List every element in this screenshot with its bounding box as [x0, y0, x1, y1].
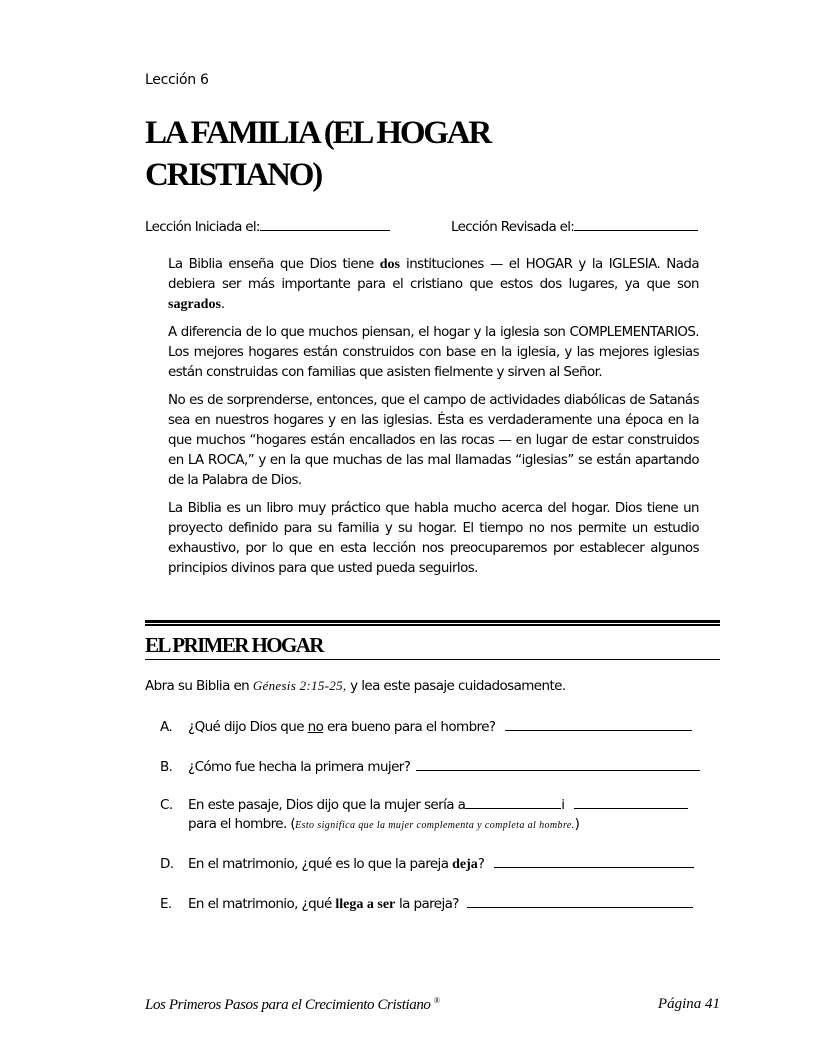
question-d-answer-blank[interactable] — [494, 855, 694, 868]
footer-book-text: Los Primeros Pasos para el Crecimiento Cristiano — [145, 997, 431, 1013]
question-d-text-end: ? — [477, 856, 485, 872]
question-a-letter: A. — [160, 719, 173, 735]
intro-p1-text-e: . — [220, 297, 225, 312]
question-c-line-2-close: ) — [574, 816, 580, 832]
lesson-reviewed-blank[interactable] — [574, 217, 698, 231]
question-b-letter: B. — [160, 759, 173, 775]
intro-paragraph-2: A diferencia de lo que muchos piensan, el hogar y la iglesia son COMPLEMENTARIOS. Los mejores hogares están construidos con base en la iglesia, y las mejores iglesias están construidas con familias que asisten fielmente y sirven al Señor. — [168, 325, 699, 380]
lesson-started-label: Lección Iniciada el: — [145, 219, 260, 235]
question-c-note: Esto significa que la mujer complementa y completa al hombre. — [295, 820, 575, 831]
section-heading: EL PRIMER HOGAR — [145, 631, 720, 660]
footer-book-title — [145, 996, 440, 1014]
intro-paragraph-1 — [168, 255, 699, 315]
reading-instruction — [145, 678, 566, 694]
question-c-line-2-text: para el hombre. ( — [188, 816, 296, 832]
question-c-letter: C. — [160, 797, 173, 813]
question-e-text: En el matrimonio, ¿qué — [188, 896, 336, 912]
intro-p1-text-a: La Biblia enseña que Dios tiene — [168, 257, 380, 272]
question-d — [160, 855, 725, 873]
question-d-text: En el matrimonio, ¿qué es lo que la pareja — [188, 856, 453, 872]
question-b — [160, 758, 725, 775]
title-line-1: LA FAMILIA (EL HOGAR — [145, 115, 491, 151]
instruction-text-b: y lea este pasaje cuidadosamente. — [346, 678, 566, 694]
question-a-emphasis: no — [307, 719, 324, 735]
question-a-text-end: era bueno para el hombre? — [323, 719, 496, 735]
lesson-started-field — [145, 217, 390, 235]
scripture-reference: Génesis 2:15-25, — [252, 678, 347, 693]
lesson-started-blank[interactable] — [260, 217, 390, 231]
question-c-line-2 — [160, 816, 725, 832]
lesson-reviewed-field — [451, 217, 698, 235]
question-a-answer-blank[interactable] — [505, 718, 692, 731]
intro-p1-emphasis-dos: dos — [379, 257, 400, 272]
lesson-reviewed-label: Lección Revisada el: — [451, 219, 575, 235]
question-c — [160, 796, 725, 832]
page-number: Página 41 — [657, 996, 720, 1012]
title-line-2: CRISTIANO) — [145, 157, 322, 193]
intro-p1-emphasis-sagrados: sagrados — [168, 297, 221, 312]
question-e-answer-blank[interactable] — [467, 895, 693, 908]
question-c-blank-1[interactable] — [465, 796, 561, 809]
question-d-letter: D. — [160, 856, 174, 872]
section-divider — [145, 620, 720, 626]
question-c-mid-letter: i — [561, 797, 565, 813]
question-e-letter: E. — [160, 896, 172, 912]
question-c-text: En este pasaje, Dios dijo que la mujer sería a — [188, 797, 466, 813]
question-e-emphasis: llega a ser — [335, 897, 396, 912]
instruction-text-a: Abra su Biblia en — [145, 678, 253, 694]
intro-text — [168, 255, 699, 587]
question-e — [160, 895, 725, 913]
question-a-text: ¿Qué dijo Dios que — [188, 719, 308, 735]
intro-paragraph-4: La Biblia es un libro muy práctico que habla mucho acerca del hogar. Dios tiene un proyecto definido para su familia y su hogar. El tiempo no nos permite un estudio exhaustivo, por lo que en esta lección nos preocuparemos por establecer algunos principios divinos para que usted pueda seguirlos. — [168, 501, 699, 576]
intro-paragraph-3: No es de sorprenderse, entonces, que el campo de actividades diabólicas de Satanás sea en nuestros hogares y en las iglesias. Ésta es verdaderamente una época en la que muchos “hogares están encallados en las rocas — en lugar de estar construidos en LA ROCA,” y en la que muchas de las mal llamadas “iglesias” se están apartando de la Palabra de Dios. — [168, 393, 699, 488]
question-b-text: ¿Cómo fue hecha la primera mujer? — [188, 759, 411, 775]
lesson-number: Lección 6 — [145, 72, 209, 88]
intro-p1-text-c: instituciones — el HOGAR y la IGLESIA. Nada debiera ser más importante para el cristiano que estos dos lugares, ya que son — [168, 257, 699, 292]
question-d-emphasis: deja — [452, 857, 478, 872]
page-title — [145, 112, 705, 196]
registered-mark: ® — [433, 996, 440, 1005]
question-c-blank-2[interactable] — [574, 796, 688, 809]
question-a — [160, 718, 725, 735]
question-e-text-end: la pareja? — [395, 896, 459, 912]
question-b-answer-blank[interactable] — [416, 758, 700, 771]
